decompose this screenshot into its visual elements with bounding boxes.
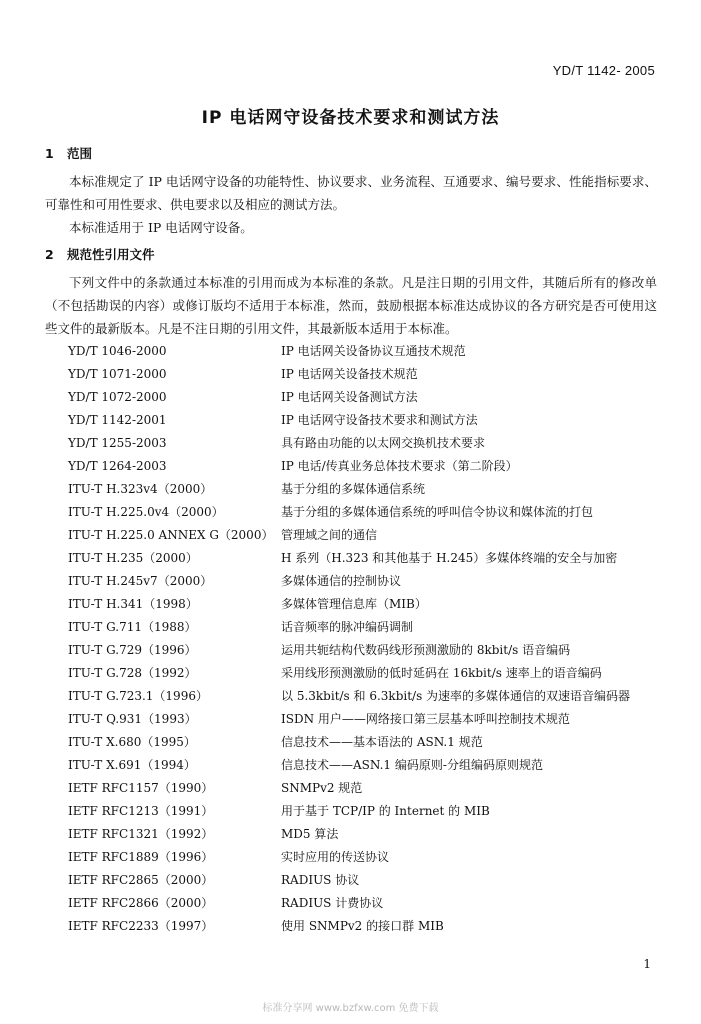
reference-code: IETF RFC2866（2000） <box>68 896 214 910</box>
reference-code: ITU-T X.680（1995） <box>68 735 196 749</box>
reference-title: 运用共轭结构代数码线形预测激励的 8kbit/s 语音编码 <box>281 643 571 657</box>
reference-title: RADIUS 计费协议 <box>281 896 384 910</box>
scope-applicability: 本标准适用于 IP 电话网守设备。 <box>69 220 253 235</box>
reference-code: IETF RFC2233（1997） <box>68 919 214 933</box>
reference-item <box>68 593 668 616</box>
reference-code: ITU-T X.691（1994） <box>68 758 196 772</box>
reference-item <box>68 616 668 639</box>
reference-item <box>68 685 668 708</box>
reference-code: ITU-T G.728（1992） <box>68 666 197 680</box>
reference-item <box>68 754 668 777</box>
reference-code: ITU-T H.225.0 ANNEX G（2000） <box>68 528 274 542</box>
reference-item <box>68 455 668 478</box>
section-2-heading <box>45 245 155 263</box>
reference-code: ITU-T H.323v4（2000） <box>68 482 213 496</box>
reference-code: YD/T 1142-2001 <box>68 413 167 427</box>
reference-code: ITU-T G.729（1996） <box>68 643 197 657</box>
section-number: 1 <box>45 146 54 161</box>
reference-code: IETF RFC1321（1992） <box>68 827 214 841</box>
reference-title: IP 电话网关设备技术规范 <box>281 367 418 381</box>
reference-item <box>68 639 668 662</box>
reference-item <box>68 432 668 455</box>
scope-paragraph: 本标准规定了 IP 电话网守设备的功能特性、协议要求、业务流程、互通要求、编号要求、性能指标要求、可靠性和可用性要求、供电要求以及相应的测试方法。 <box>45 174 657 212</box>
reference-item <box>68 846 668 869</box>
reference-item <box>68 823 668 846</box>
page-number: 1 <box>643 957 651 971</box>
reference-code: ITU-T H.341（1998） <box>68 597 198 611</box>
reference-item <box>68 524 668 547</box>
reference-item <box>68 915 668 938</box>
reference-list <box>68 340 668 938</box>
reference-title: IP 电话网关设备协议互通技术规范 <box>281 344 466 358</box>
reference-item <box>68 892 668 915</box>
section-number: 2 <box>45 247 54 262</box>
reference-title: 多媒体通信的控制协议 <box>281 574 402 588</box>
reference-code: YD/T 1046-2000 <box>68 344 167 358</box>
reference-item <box>68 662 668 685</box>
reference-title: 管理域之间的通信 <box>281 528 378 542</box>
reference-title: 信息技术——ASN.1 编码原则-分组编码原则规范 <box>281 758 543 772</box>
reference-code: YD/T 1071-2000 <box>68 367 167 381</box>
reference-title: IP 电话/传真业务总体技术要求（第二阶段） <box>281 459 518 473</box>
reference-title: 信息技术——基本语法的 ASN.1 规范 <box>281 735 483 749</box>
reference-code: ITU-T H.245v7（2000） <box>68 574 213 588</box>
reference-item <box>68 547 668 570</box>
reference-code: YD/T 1255-2003 <box>68 436 167 450</box>
reference-code: IETF RFC2865（2000） <box>68 873 214 887</box>
reference-code: ITU-T H.225.0v4（2000） <box>68 505 224 519</box>
reference-title: 多媒体管理信息库（MIB） <box>281 597 427 611</box>
watermark: 标准分享网 www.bzfxw.com 免费下载 <box>262 1003 439 1014</box>
reference-item <box>68 731 668 754</box>
reference-code: IETF RFC1157（1990） <box>68 781 214 795</box>
reference-title: 基于分组的多媒体通信系统的呼叫信令协议和媒体流的打包 <box>281 505 594 519</box>
reference-title: 以 5.3kbit/s 和 6.3kbit/s 为速率的多媒体通信的双速语音编码器 <box>281 689 631 703</box>
reference-title: 采用线形预测激励的低时延码在 16kbit/s 速率上的语音编码 <box>281 666 602 680</box>
reference-title: 使用 SNMPv2 的接口群 MIB <box>281 919 444 933</box>
reference-title: SNMPv2 规范 <box>281 781 363 795</box>
reference-item <box>68 570 668 593</box>
reference-title: RADIUS 协议 <box>281 873 360 887</box>
reference-code: ITU-T G.711（1988） <box>68 620 197 634</box>
reference-title: 实时应用的传送协议 <box>281 850 390 864</box>
reference-title: H 系列（H.323 和其他基于 H.245）多媒体终端的安全与加密 <box>281 551 618 565</box>
reference-title: 具有路由功能的以太网交换机技术要求 <box>281 436 486 450</box>
reference-title: IP 电话网关设备测试方法 <box>281 390 418 404</box>
reference-item <box>68 386 668 409</box>
reference-code: ITU-T Q.931（1993） <box>68 712 197 726</box>
page-title: IP 电话网守设备技术要求和测试方法 <box>201 108 500 128</box>
reference-item <box>68 340 668 363</box>
reference-title: ISDN 用户——网络接口第三层基本呼叫控制技术规范 <box>281 712 570 726</box>
reference-code: IETF RFC1889（1996） <box>68 850 214 864</box>
reference-item <box>68 800 668 823</box>
reference-title: 基于分组的多媒体通信系统 <box>281 482 426 496</box>
reference-item <box>68 708 668 731</box>
standard-code: YD/T 1142- 2005 <box>552 63 655 78</box>
reference-code: YD/T 1072-2000 <box>68 390 167 404</box>
references-intro: 下列文件中的条款通过本标准的引用而成为本标准的条款。凡是注日期的引用文件，其随后所有的修改单（不包括勘误的内容）或修订版均不适用于本标准，然而，鼓励根据本标准达成协议的各方研究是否可使用这些文件的最新版本。凡是不注日期的引用文件，其最新版本适用于本标准。 <box>45 275 657 336</box>
section-title: 规范性引用文件 <box>67 247 155 262</box>
reference-code: ITU-T G.723.1（1996） <box>68 689 208 703</box>
section-1-heading <box>45 144 92 162</box>
reference-title: 用于基于 TCP/IP 的 Internet 的 MIB <box>281 804 490 818</box>
reference-item <box>68 501 668 524</box>
reference-item <box>68 363 668 386</box>
reference-title: IP 电话网守设备技术要求和测试方法 <box>281 413 478 427</box>
reference-item <box>68 869 668 892</box>
reference-title: MD5 算法 <box>281 827 339 841</box>
reference-item <box>68 409 668 432</box>
reference-code: YD/T 1264-2003 <box>68 459 167 473</box>
reference-code: ITU-T H.235（2000） <box>68 551 198 565</box>
reference-code: IETF RFC1213（1991） <box>68 804 214 818</box>
reference-title: 话音频率的脉冲编码调制 <box>281 620 414 634</box>
section-title: 范围 <box>67 146 93 161</box>
reference-item <box>68 777 668 800</box>
reference-item <box>68 478 668 501</box>
